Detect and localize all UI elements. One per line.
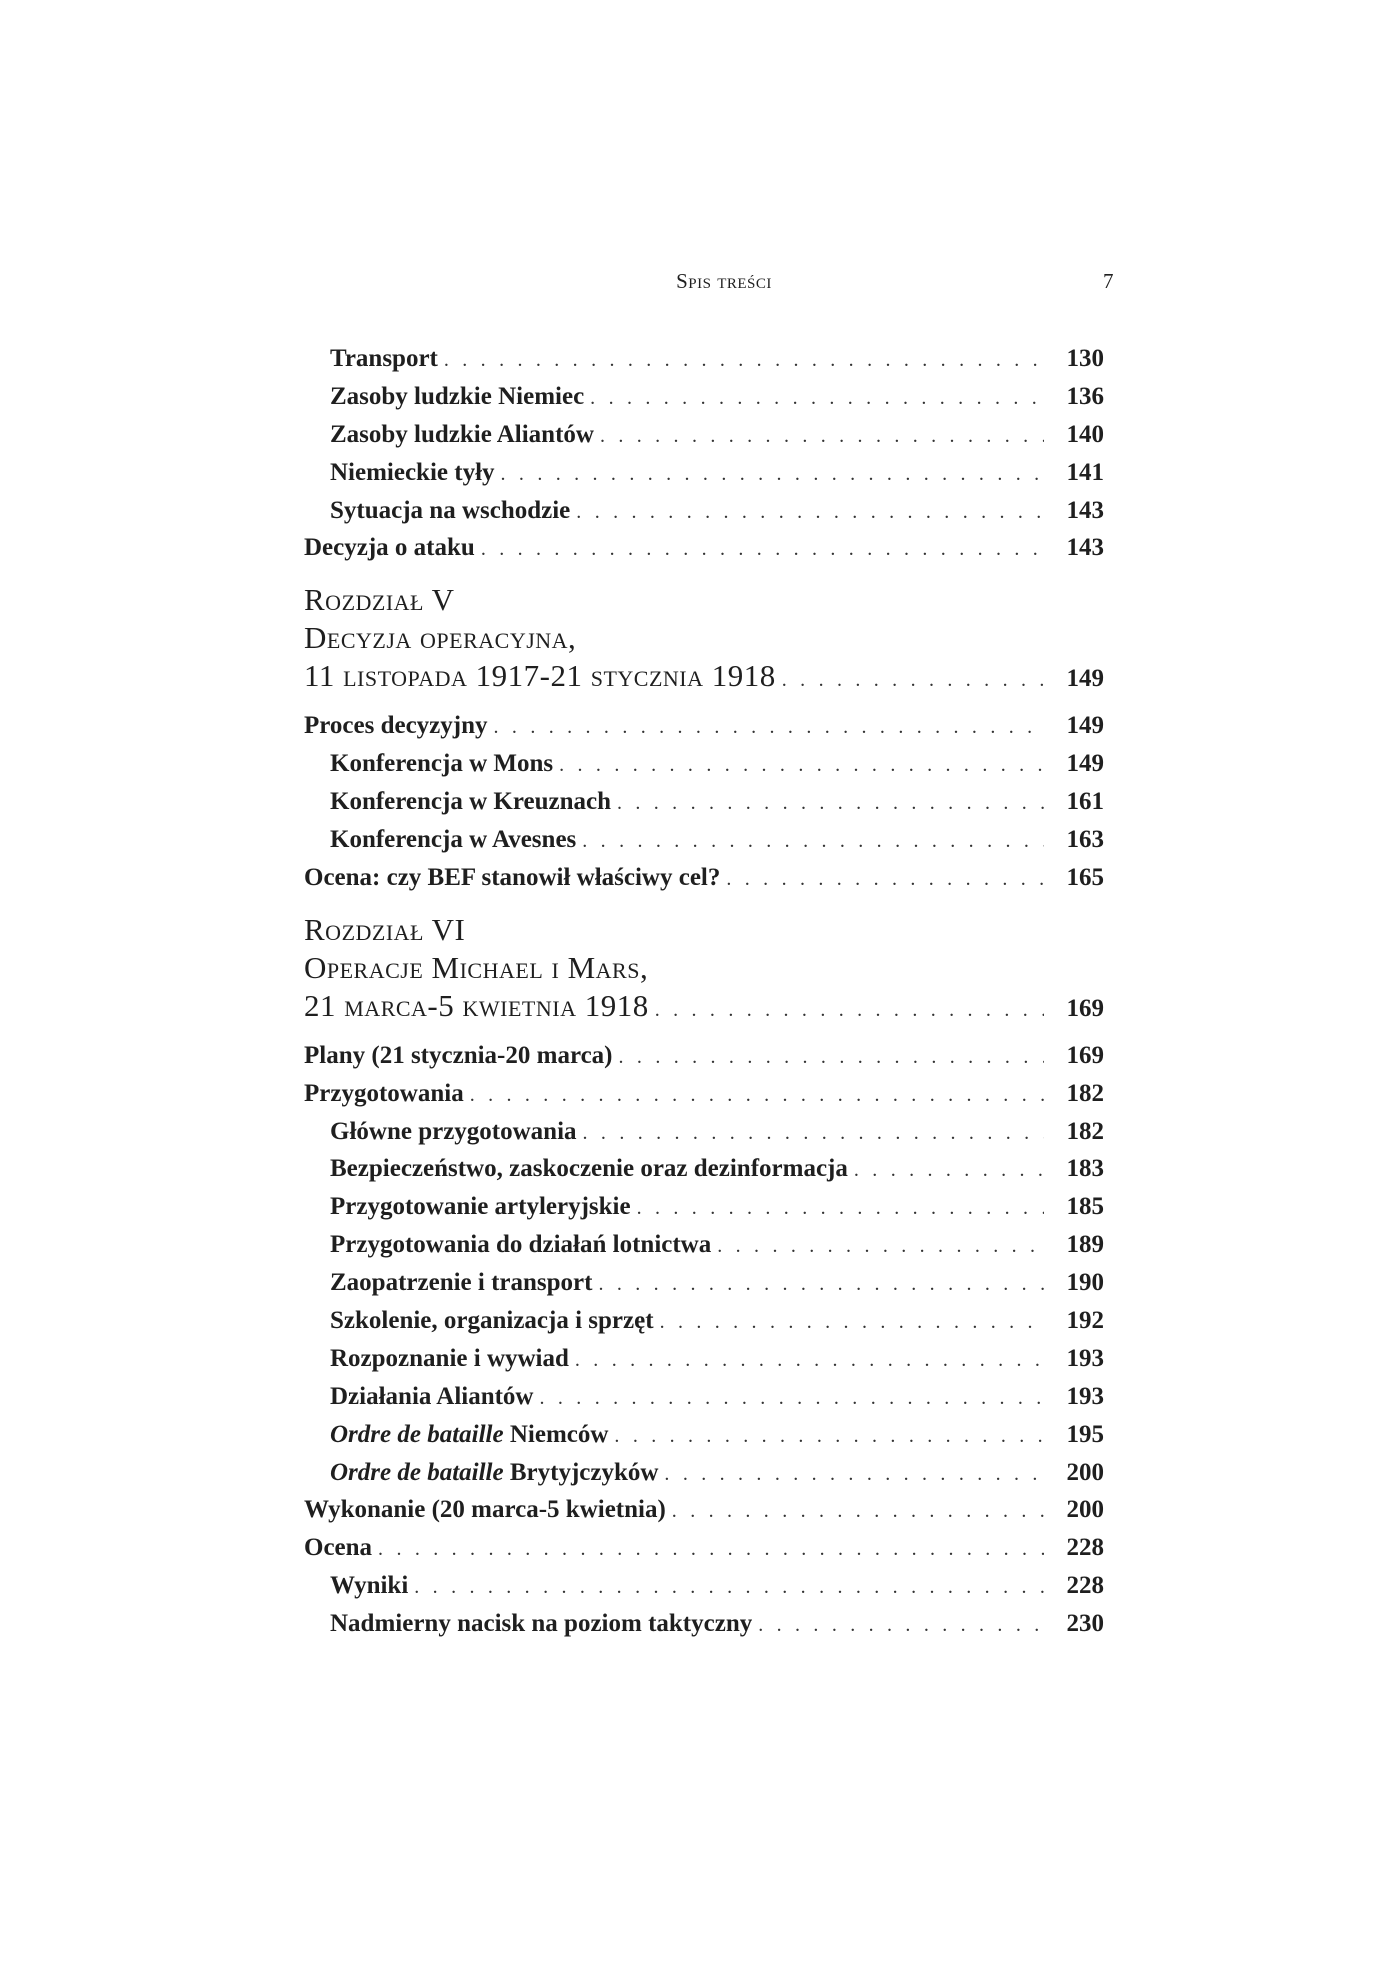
toc-entry-label: Proces decyzyjny bbox=[304, 712, 488, 740]
toc-entry[interactable] bbox=[304, 745, 1104, 783]
toc-entry-page: 189 bbox=[1066, 1231, 1104, 1259]
toc-entry-page: 161 bbox=[1066, 788, 1104, 816]
toc-entry-page: 228 bbox=[1066, 1534, 1104, 1562]
toc-entry-label: Zasoby ludzkie Aliantów bbox=[330, 420, 594, 448]
toc-entry[interactable] bbox=[304, 1491, 1104, 1529]
dot-leader bbox=[470, 1077, 1044, 1113]
dot-leader bbox=[590, 380, 1044, 416]
dot-leader bbox=[782, 661, 1044, 695]
toc-entry[interactable] bbox=[304, 454, 1104, 492]
toc-entry[interactable] bbox=[304, 1188, 1104, 1226]
running-head bbox=[304, 266, 1114, 296]
dot-leader bbox=[664, 1456, 1044, 1492]
toc-entry-page: 143 bbox=[1066, 496, 1104, 524]
toc-entry-label: Zaopatrzenie i transport bbox=[330, 1269, 593, 1297]
chapter-title: Decyzja operacyjna, bbox=[304, 620, 577, 656]
dot-leader bbox=[481, 531, 1044, 567]
toc-entry[interactable] bbox=[304, 1037, 1104, 1075]
chapter-number: Rozdział V bbox=[304, 582, 455, 618]
dot-leader bbox=[378, 1531, 1044, 1567]
toc-entry-label: Zasoby ludzkie Niemiec bbox=[330, 382, 585, 410]
toc-entry-label: Przygotowania do działań lotnictwa bbox=[330, 1231, 712, 1259]
toc-entry-text: Brytyjczyków bbox=[503, 1458, 659, 1486]
toc-entry-label bbox=[330, 1454, 658, 1492]
toc-entry-page: 190 bbox=[1066, 1269, 1104, 1297]
chapter-title-row[interactable] bbox=[304, 987, 1104, 1025]
toc-entry-page: 183 bbox=[1066, 1155, 1104, 1183]
toc-entry[interactable] bbox=[304, 378, 1104, 416]
toc-block bbox=[304, 1037, 1104, 1643]
dot-leader bbox=[672, 1493, 1044, 1529]
dot-leader bbox=[758, 1607, 1044, 1643]
dot-leader bbox=[559, 747, 1044, 783]
toc-entry-page: 165 bbox=[1066, 863, 1104, 891]
dot-leader bbox=[494, 709, 1044, 745]
toc-entry-label: Decyzja o ataku bbox=[304, 534, 475, 562]
toc-entry[interactable] bbox=[304, 1150, 1104, 1188]
toc-block bbox=[304, 340, 1104, 567]
toc-entry[interactable] bbox=[304, 529, 1104, 567]
toc-entry-label: Plany (21 stycznia-20 marca) bbox=[304, 1041, 613, 1069]
dot-leader bbox=[660, 1304, 1044, 1340]
dot-leader bbox=[600, 418, 1044, 454]
dot-leader bbox=[617, 785, 1044, 821]
toc-entry-label: Działania Aliantów bbox=[330, 1382, 534, 1410]
toc-entry-page: 141 bbox=[1066, 458, 1104, 486]
page-number: 7 bbox=[1103, 269, 1114, 293]
dot-leader bbox=[414, 1569, 1044, 1605]
toc-entry-page: 185 bbox=[1066, 1193, 1104, 1221]
toc-entry-text: Niemców bbox=[503, 1420, 609, 1448]
toc-entry-page: 200 bbox=[1066, 1458, 1104, 1486]
dot-leader bbox=[598, 1266, 1044, 1302]
toc-entry-label: Ocena: czy BEF stanowił właściwy cel? bbox=[304, 863, 721, 891]
toc-entry[interactable] bbox=[304, 707, 1104, 745]
toc-entry[interactable] bbox=[304, 416, 1104, 454]
toc-entry-page: 182 bbox=[1066, 1079, 1104, 1107]
toc-entry[interactable] bbox=[304, 1302, 1104, 1340]
toc-entry[interactable] bbox=[304, 492, 1104, 530]
toc-entry[interactable] bbox=[304, 1529, 1104, 1567]
dot-leader bbox=[619, 1039, 1044, 1075]
table-of-contents bbox=[304, 340, 1104, 1643]
toc-entry[interactable] bbox=[304, 1113, 1104, 1151]
chapter-heading-5 bbox=[304, 581, 1104, 695]
toc-entry-page: 193 bbox=[1066, 1382, 1104, 1410]
toc-entry-label: Transport bbox=[330, 345, 438, 372]
dot-leader bbox=[444, 342, 1044, 378]
toc-entry[interactable] bbox=[304, 1264, 1104, 1302]
toc-entry-page: 192 bbox=[1066, 1307, 1104, 1335]
toc-entry-page: 149 bbox=[1066, 712, 1104, 740]
running-head-title: Spis treści bbox=[676, 269, 772, 293]
toc-entry-page: 149 bbox=[1066, 750, 1104, 778]
chapter-title-row[interactable] bbox=[304, 657, 1104, 695]
toc-entry[interactable] bbox=[304, 1226, 1104, 1264]
dot-leader bbox=[655, 991, 1044, 1025]
toc-entry[interactable] bbox=[304, 1416, 1104, 1454]
toc-entry-italic: Ordre de bataille bbox=[330, 1458, 504, 1486]
toc-entry[interactable] bbox=[304, 1567, 1104, 1605]
toc-entry[interactable] bbox=[304, 1605, 1104, 1643]
dot-leader bbox=[637, 1190, 1044, 1226]
chapter-heading-6 bbox=[304, 911, 1104, 1025]
dot-leader bbox=[501, 456, 1044, 492]
chapter-title-dates: 11 listopada 1917-21 stycznia 1918 bbox=[304, 658, 776, 694]
toc-entry-label bbox=[330, 1416, 608, 1454]
toc-entry-page: 228 bbox=[1066, 1572, 1104, 1600]
toc-entry-label: Niemieckie tyły bbox=[330, 458, 495, 486]
toc-entry-label: Konferencja w Mons bbox=[330, 750, 554, 778]
dot-leader bbox=[614, 1418, 1044, 1454]
toc-entry-page: 169 bbox=[1066, 1041, 1104, 1069]
chapter-page: 169 bbox=[1066, 994, 1104, 1022]
toc-entry-page: 195 bbox=[1066, 1420, 1104, 1448]
toc-entry-label: Główne przygotowania bbox=[330, 1117, 577, 1145]
toc-entry-label: Przygotowanie artyleryjskie bbox=[330, 1193, 631, 1221]
dot-leader bbox=[854, 1152, 1044, 1188]
toc-entry[interactable] bbox=[304, 1454, 1104, 1492]
toc-entry-label: Sytuacja na wschodzie bbox=[330, 496, 571, 524]
dot-leader bbox=[575, 1342, 1044, 1378]
chapter-number: Rozdział VI bbox=[304, 911, 466, 947]
dot-leader bbox=[576, 494, 1044, 530]
toc-entry-page: 140 bbox=[1066, 420, 1104, 448]
toc-entry-label: Ocena bbox=[304, 1534, 373, 1562]
toc-entry[interactable] bbox=[304, 340, 1104, 378]
toc-entry-italic: Ordre de bataille bbox=[330, 1420, 504, 1448]
dot-leader bbox=[583, 1115, 1044, 1151]
toc-entry-label: Szkolenie, organizacja i sprzęt bbox=[330, 1307, 654, 1335]
toc-entry-label: Przygotowania bbox=[304, 1079, 464, 1107]
toc-entry-label: Konferencja w Avesnes bbox=[330, 826, 577, 854]
toc-entry-label: Wyniki bbox=[330, 1572, 409, 1600]
toc-entry-label: Bezpieczeństwo, zaskoczenie oraz dezinformacja bbox=[330, 1155, 848, 1183]
toc-entry-page: 200 bbox=[1066, 1496, 1104, 1524]
toc-entry-page: 163 bbox=[1066, 826, 1104, 854]
toc-entry[interactable] bbox=[304, 783, 1104, 821]
toc-entry-page: 230 bbox=[1066, 1610, 1104, 1638]
toc-entry-page: 193 bbox=[1066, 1344, 1104, 1372]
toc-entry-label: Rozpoznanie i wywiad bbox=[330, 1344, 569, 1372]
toc-entry-page: 182 bbox=[1066, 1117, 1104, 1145]
toc-entry-label: Wykonanie (20 marca-5 kwietnia) bbox=[304, 1496, 666, 1524]
toc-entry[interactable] bbox=[304, 1075, 1104, 1113]
chapter-page: 149 bbox=[1066, 665, 1104, 693]
toc-entry[interactable] bbox=[304, 859, 1104, 897]
toc-entry[interactable] bbox=[304, 1340, 1104, 1378]
toc-entry-page: 143 bbox=[1066, 534, 1104, 562]
toc-block bbox=[304, 707, 1104, 896]
dot-leader bbox=[540, 1380, 1045, 1416]
dot-leader bbox=[582, 823, 1044, 859]
toc-entry-page: 136 bbox=[1066, 382, 1104, 410]
dot-leader bbox=[717, 1228, 1044, 1264]
dot-leader bbox=[726, 861, 1044, 897]
chapter-title-dates: 21 marca-5 kwietnia 1918 bbox=[304, 987, 649, 1023]
chapter-title: Operacje Michael i Mars, bbox=[304, 949, 649, 985]
toc-entry-page: 130 bbox=[1066, 345, 1104, 372]
toc-entry[interactable] bbox=[304, 1378, 1104, 1416]
toc-entry-label: Konferencja w Kreuznach bbox=[330, 788, 611, 816]
toc-entry[interactable] bbox=[304, 821, 1104, 859]
toc-entry-label: Nadmierny nacisk na poziom taktyczny bbox=[330, 1610, 753, 1638]
